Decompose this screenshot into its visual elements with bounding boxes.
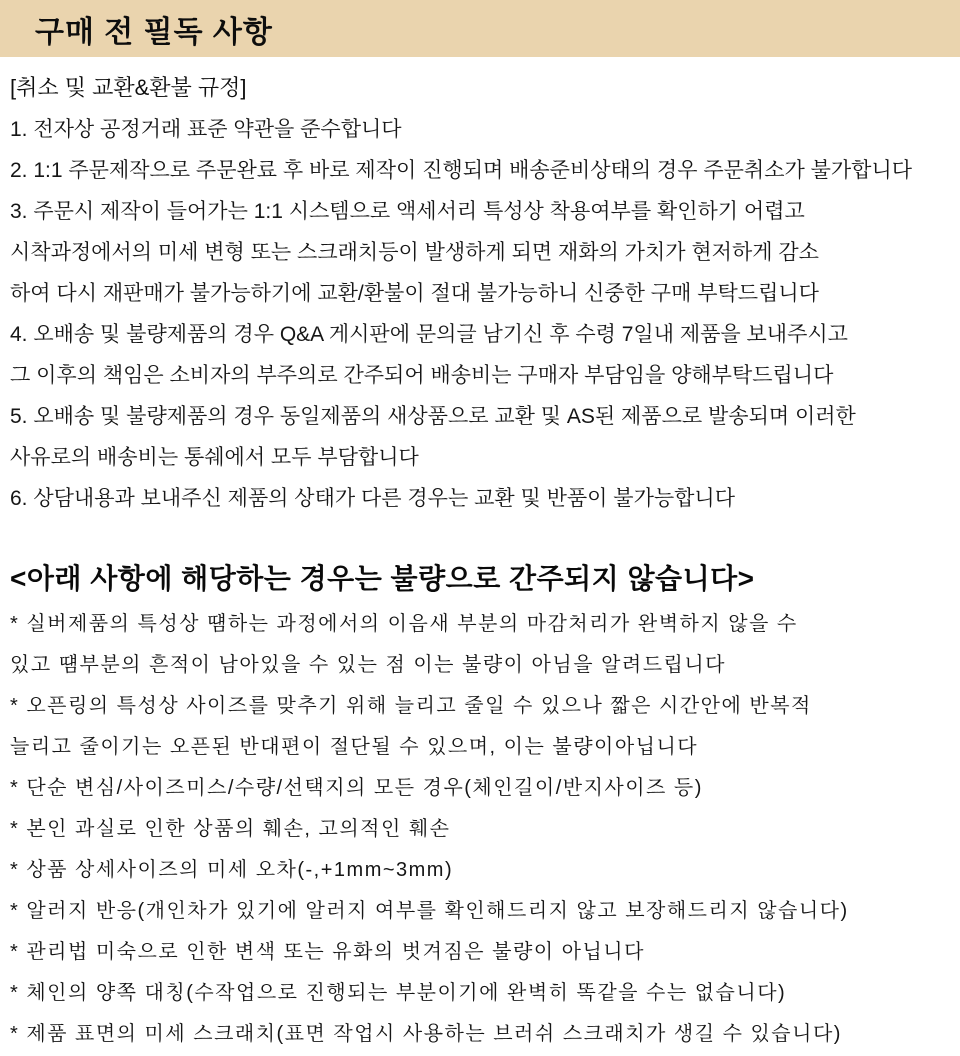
defect-exclusion-line-continuation: 늘리고 줄이기는 오픈된 반대편이 절단될 수 있으며, 이는 불량이아닙니다: [10, 736, 699, 758]
page-banner: [0, 0, 960, 57]
policy-line: 1. 전자상 공정거래 표준 약관을 준수합니다: [10, 117, 402, 141]
not-defective-section-heading: <아래 사항에 해당하는 경우는 불량으로 간주되지 않습니다>: [10, 563, 755, 594]
policy-section-heading: [취소 및 교환&환불 규정]: [10, 75, 247, 100]
defect-exclusion-line: * 제품 표면의 미세 스크래치(표면 작업시 사용하는 브러쉬 스크래치가 생길 수 있습니다): [10, 1023, 842, 1045]
defect-exclusion-line: * 실버제품의 특성상 떔하는 과정에서의 이음새 부분의 마감처리가 완벽하지 않을 수: [10, 613, 798, 635]
policy-line-continuation: 그 이후의 책임은 소비자의 부주의로 간주되어 배송비는 구매자 부담임을 양해부탁드립니다: [10, 363, 834, 387]
policy-line: 2. 1:1 주문제작으로 주문완료 후 바로 제작이 진행되며 배송준비상태의 경우 주문취소가 불가합니다: [10, 158, 913, 182]
defect-exclusion-line: * 단순 변심/사이즈미스/수량/선택지의 모든 경우(체인길이/반지사이즈 등): [10, 777, 703, 799]
defect-exclusion-line: * 알러지 반응(개인차가 있기에 알러지 여부를 확인해드리지 않고 보장해드리지 않습니다): [10, 900, 849, 922]
policy-line-continuation: 사유로의 배송비는 통쉐에서 모두 부담합니다: [10, 445, 419, 469]
policy-line: 6. 상담내용과 보내주신 제품의 상태가 다른 경우는 교환 및 반품이 불가능합니다: [10, 486, 736, 510]
cancel-exchange-refund-section: [10, 66, 950, 517]
defect-exclusion-line: * 오픈링의 특성상 사이즈를 맞추기 위해 늘리고 줄일 수 있으나 짧은 시간안에 반복적: [10, 695, 812, 717]
policy-line-continuation: 시착과정에서의 미세 변형 또는 스크래치등이 발생하게 되면 재화의 가치가 현저하게 감소: [10, 240, 819, 264]
policy-line: 3. 주문시 제작이 들어가는 1:1 시스템으로 액세서리 특성상 착용여부를 확인하기 어렵고: [10, 199, 805, 223]
defect-exclusion-line: * 관리법 미숙으로 인한 변색 또는 유화의 벗겨짐은 불량이 아닙니다: [10, 941, 645, 963]
not-defective-section: [10, 601, 950, 1052]
policy-line-continuation: 하여 다시 재판매가 불가능하기에 교환/환불이 절대 불가능하니 신중한 구매 부탁드립니다: [10, 281, 819, 305]
defect-exclusion-line: * 본인 과실로 인한 상품의 훼손, 고의적인 훼손: [10, 818, 451, 840]
page-title: 구매 전 필독 사항: [35, 15, 273, 49]
defect-exclusion-line: * 상품 상세사이즈의 미세 오차(-,+1mm~3mm): [10, 859, 454, 881]
policy-line: 5. 오배송 및 불량제품의 경우 동일제품의 새상품으로 교환 및 AS된 제품으로 발송되며 이러한: [10, 404, 856, 428]
policy-line: 4. 오배송 및 불량제품의 경우 Q&A 게시판에 문의글 남기신 후 수령 7일내 제품을 보내주시고: [10, 322, 848, 346]
defect-exclusion-line-continuation: 있고 떔부분의 흔적이 남아있을 수 있는 점 이는 불량이 아님을 알려드립니다: [10, 654, 726, 676]
notice-body: [0, 66, 960, 1052]
defect-exclusion-line: * 체인의 양쪽 대칭(수작업으로 진행되는 부분이기에 완벽히 똑같을 수는 없습니다): [10, 982, 787, 1004]
